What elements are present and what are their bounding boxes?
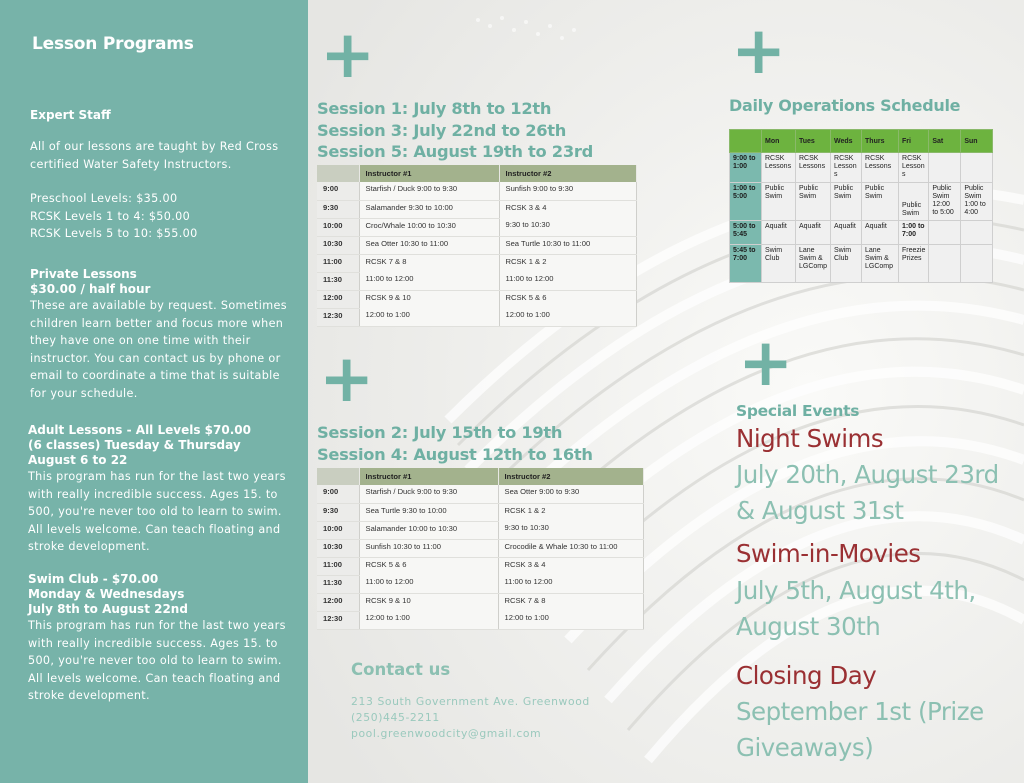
instructor2-cell: RCSK 5 & 6 [499, 290, 637, 308]
daily-cell: Swim Club [831, 245, 862, 283]
daily-time: 1:00 to 5:00 [730, 183, 762, 221]
adult-line: with really incredible success. Ages 15. to [28, 487, 278, 501]
table-row [317, 218, 637, 236]
daily-row [730, 221, 993, 245]
daily-cell [929, 153, 961, 183]
swimclub-dates: July 8th to August 22nd [28, 602, 188, 616]
instructor2-cell: RCSK 3 & 4 [498, 557, 644, 575]
daily-cell [961, 221, 993, 245]
plus-icon: + [320, 16, 376, 93]
daily-time: 9:00 to 1:00 [730, 153, 762, 183]
instructor2-cell: 9:30 to 10:30 [498, 521, 644, 539]
table-header [317, 468, 359, 485]
instructor2-cell: Sunfish 9:00 to 9:30 [499, 182, 637, 200]
time-cell: 10:00 [317, 218, 359, 236]
daily-cell [961, 153, 993, 183]
time-cell: 9:00 [317, 485, 359, 503]
swimclub-line: with really incredible success. Ages 15. to [28, 636, 278, 650]
daily-cell: Public Swim [899, 183, 929, 221]
time-cell: 11:00 [317, 254, 359, 272]
instructor2-cell: RCSK 7 & 8 [498, 593, 644, 611]
daily-row [730, 153, 993, 183]
swimclub-days: Monday & Wednesdays [28, 587, 185, 601]
day-header: Fri [899, 130, 929, 153]
plus-icon: + [731, 12, 787, 89]
instructor2-cell: RCSK 3 & 4 [499, 200, 637, 218]
daily-header-blank [730, 130, 762, 153]
daily-cell: Public Swim 12:00 to 5:00 [929, 183, 961, 221]
event-date: September 1st (Prize Giveaways) [736, 697, 984, 762]
instructor2-cell: RCSK 1 & 2 [498, 503, 644, 521]
private-price: $30.00 / half hour [30, 282, 151, 296]
instructor1-cell: Sea Turtle 9:30 to 10:00 [359, 503, 498, 521]
day-header: Thurs [862, 130, 899, 153]
daily-cell: RCSK Lessons [862, 153, 899, 183]
table-row [317, 236, 637, 254]
instructor1-cell: Sunfish 10:30 to 11:00 [359, 539, 498, 557]
instructor2-cell: 12:00 to 1:00 [498, 611, 644, 629]
adult-line: All levels welcome. Can teach floating and [28, 522, 281, 536]
time-cell: 10:00 [317, 521, 359, 539]
daily-cell [961, 245, 993, 283]
daily-cell [929, 221, 961, 245]
private-line: email to coordinate a time that is suitable [30, 369, 280, 382]
daily-time: 5:00 to 5:45 [730, 221, 762, 245]
daily-cell: RCSK Lessons [762, 153, 796, 183]
daily-cell: Public Swim 1:00 to 4:00 [961, 183, 993, 221]
swimclub-heading: Swim Club - $70.00 [28, 572, 159, 586]
schedule-table-b [317, 468, 644, 630]
event-title: Swim-in-Movies [736, 539, 921, 568]
daily-time: 5:45 to 7:00 [730, 245, 762, 283]
daily-cell: Public Swim [862, 183, 899, 221]
swimclub-line: stroke development. [28, 689, 150, 702]
price-line: RCSK Levels 5 to 10: $55.00 [30, 227, 198, 240]
table-row [317, 200, 637, 218]
daily-schedule-table [729, 129, 993, 283]
daily-title: Daily Operations Schedule [729, 96, 961, 115]
time-cell: 11:30 [317, 272, 359, 290]
plus-icon: + [738, 324, 794, 401]
day-header: Weds [831, 130, 862, 153]
table-row [317, 308, 637, 326]
table-row [317, 182, 637, 200]
table-row [317, 254, 637, 272]
time-cell: 12:00 [317, 290, 359, 308]
table-row [317, 539, 644, 557]
session-line: Session 1: July 8th to 12th [317, 99, 552, 118]
table-row [317, 521, 644, 539]
plus-icon: + [319, 340, 375, 417]
contact-email[interactable]: pool.greenwoodcity@gmail.com [351, 727, 542, 740]
swimclub-line: 500, you're never too old to learn to swim. [28, 654, 282, 667]
time-cell: 9:30 [317, 200, 359, 218]
private-line: children learn better and focus more when [30, 316, 284, 330]
sessions-a-heading [317, 98, 593, 163]
day-header: Sat [929, 130, 961, 153]
instructor1-cell: Sea Otter 10:30 to 11:00 [359, 236, 499, 254]
private-line: for your schedule. [30, 386, 138, 400]
adult-line: 500, you're never too old to learn to swim. [28, 505, 282, 518]
table-row [317, 575, 644, 593]
time-cell: 9:00 [317, 182, 359, 200]
table-row [317, 593, 644, 611]
daily-cell: 1:00 to 7:00 [899, 221, 929, 245]
instructor1-cell: RCSK 9 & 10 [359, 290, 499, 308]
instructor1-cell: Starfish / Duck 9:00 to 9:30 [359, 485, 498, 503]
instructor2-cell: Crocodile & Whale 10:30 to 11:00 [498, 539, 644, 557]
expert-staff-section [30, 108, 298, 243]
day-header: Tues [796, 130, 831, 153]
private-heading: Private Lessons [30, 267, 137, 281]
daily-cell: Freezie Prizes [899, 245, 929, 283]
table-header: Instructor #2 [498, 468, 644, 485]
instructor2-cell: 11:00 to 12:00 [499, 272, 637, 290]
instructor1-cell: 12:00 to 1:00 [359, 308, 499, 326]
expert-line: certified Water Safety Instructors. [30, 157, 232, 171]
instructor2-cell: 11:00 to 12:00 [498, 575, 644, 593]
table-row [317, 290, 637, 308]
instructor2-cell: 12:00 to 1:00 [499, 308, 637, 326]
daily-cell: RCSK Lessons [796, 153, 831, 183]
instructor1-cell: Salamander 10:00 to 10:30 [359, 521, 498, 539]
instructor2-cell: RCSK 1 & 2 [499, 254, 637, 272]
daily-cell [929, 245, 961, 283]
daily-row [730, 245, 993, 283]
contact-heading: Contact us [351, 660, 451, 679]
lesson-programs-sidebar [0, 0, 308, 783]
price-line: Preschool Levels: $35.00 [30, 192, 178, 205]
adult-heading: Adult Lessons - All Levels $70.00 [28, 423, 251, 437]
sessions-b-heading [317, 422, 593, 465]
daily-cell: Public Swim [762, 183, 796, 221]
contact-address: 213 South Government Ave. Greenwood [351, 695, 590, 708]
instructor1-cell: RCSK 7 & 8 [359, 254, 499, 272]
swimclub-line: This program has run for the last two years [28, 619, 286, 632]
sidebar-title: Lesson Programs [32, 34, 194, 54]
adult-lessons-section [28, 423, 296, 556]
daily-cell: Aquafit [862, 221, 899, 245]
daily-cell: Lane Swim & LGComp [796, 245, 831, 283]
schedule-table-a [317, 165, 637, 327]
special-events-heading: Special Events [736, 402, 860, 420]
instructor1-cell: Croc/Whale 10:00 to 10:30 [359, 218, 499, 236]
instructor1-cell: Starfish / Duck 9:00 to 9:30 [359, 182, 499, 200]
instructor1-cell: 11:00 to 12:00 [359, 575, 498, 593]
expert-line: All of our lessons are taught by Red Cross [30, 140, 279, 153]
time-cell: 10:30 [317, 539, 359, 557]
table-row [317, 485, 644, 503]
daily-cell: RCSK Lesson s [831, 153, 862, 183]
day-header: Sun [961, 130, 993, 153]
instructor1-cell: 11:00 to 12:00 [359, 272, 499, 290]
private-line: they have one on one time with their [30, 334, 251, 347]
daily-cell: Aquafit [796, 221, 831, 245]
daily-cell: Aquafit [831, 221, 862, 245]
instructor1-cell: Salamander 9:30 to 10:00 [359, 200, 499, 218]
adult-dates: August 6 to 22 [28, 453, 128, 467]
session-line: Session 2: July 15th to 19th [317, 423, 563, 442]
time-cell: 11:00 [317, 557, 359, 575]
time-cell: 12:30 [317, 611, 359, 629]
day-header: Mon [762, 130, 796, 153]
table-row [317, 503, 644, 521]
session-line: Session 5: August 19th to 23rd [317, 142, 593, 161]
time-cell: 12:30 [317, 308, 359, 326]
private-line: These are available by request. Sometimes [30, 299, 287, 312]
adult-line: This program has run for the last two years [28, 470, 286, 483]
daily-cell: Public Swim [831, 183, 862, 221]
table-header: Instructor #1 [359, 165, 499, 182]
swimclub-line: All levels welcome. Can teach floating and [28, 671, 281, 685]
private-line: instructor. You can contact us by phone or [30, 351, 281, 365]
table-header: Instructor #2 [499, 165, 637, 182]
private-lessons-section [30, 267, 298, 402]
adult-line: stroke development. [28, 540, 150, 553]
event-date: July 20th, August 23rd & August 31st [736, 460, 999, 525]
daily-cell: Public Swim [796, 183, 831, 221]
expert-staff-heading: Expert Staff [30, 108, 111, 122]
table-header: Instructor #1 [359, 468, 498, 485]
time-cell: 12:00 [317, 593, 359, 611]
price-line: RCSK Levels 1 to 4: $50.00 [30, 209, 191, 223]
table-header [317, 165, 359, 182]
daily-cell: Aquafit [762, 221, 796, 245]
event-title: Night Swims [736, 424, 884, 453]
instructor2-cell: Sea Otter 9:00 to 9:30 [498, 485, 644, 503]
event-title: Closing Day [736, 661, 877, 690]
time-cell: 10:30 [317, 236, 359, 254]
instructor1-cell: RCSK 9 & 10 [359, 593, 498, 611]
contact-phone[interactable]: (250)445-2211 [351, 711, 440, 724]
daily-cell: RCSK Lesson s [899, 153, 929, 183]
instructor2-cell: Sea Turtle 10:30 to 11:00 [499, 236, 637, 254]
time-cell: 11:30 [317, 575, 359, 593]
table-row [317, 557, 644, 575]
session-line: Session 4: August 12th to 16th [317, 444, 593, 464]
instructor1-cell: RCSK 5 & 6 [359, 557, 498, 575]
swim-club-section [28, 572, 296, 705]
daily-cell: Lane Swim & LGComp [862, 245, 899, 283]
instructor1-cell: 12:00 to 1:00 [359, 611, 498, 629]
time-cell: 9:30 [317, 503, 359, 521]
daily-cell: Swim Club [762, 245, 796, 283]
daily-row [730, 183, 993, 221]
table-row [317, 272, 637, 290]
instructor2-cell: 9:30 to 10:30 [499, 218, 637, 236]
adult-days: (6 classes) Tuesday & Thursday [28, 438, 241, 452]
session-line: Session 3: July 22nd to 26th [317, 120, 567, 140]
event-date: July 5th, August 4th, August 30th [736, 576, 976, 641]
table-row [317, 611, 644, 629]
